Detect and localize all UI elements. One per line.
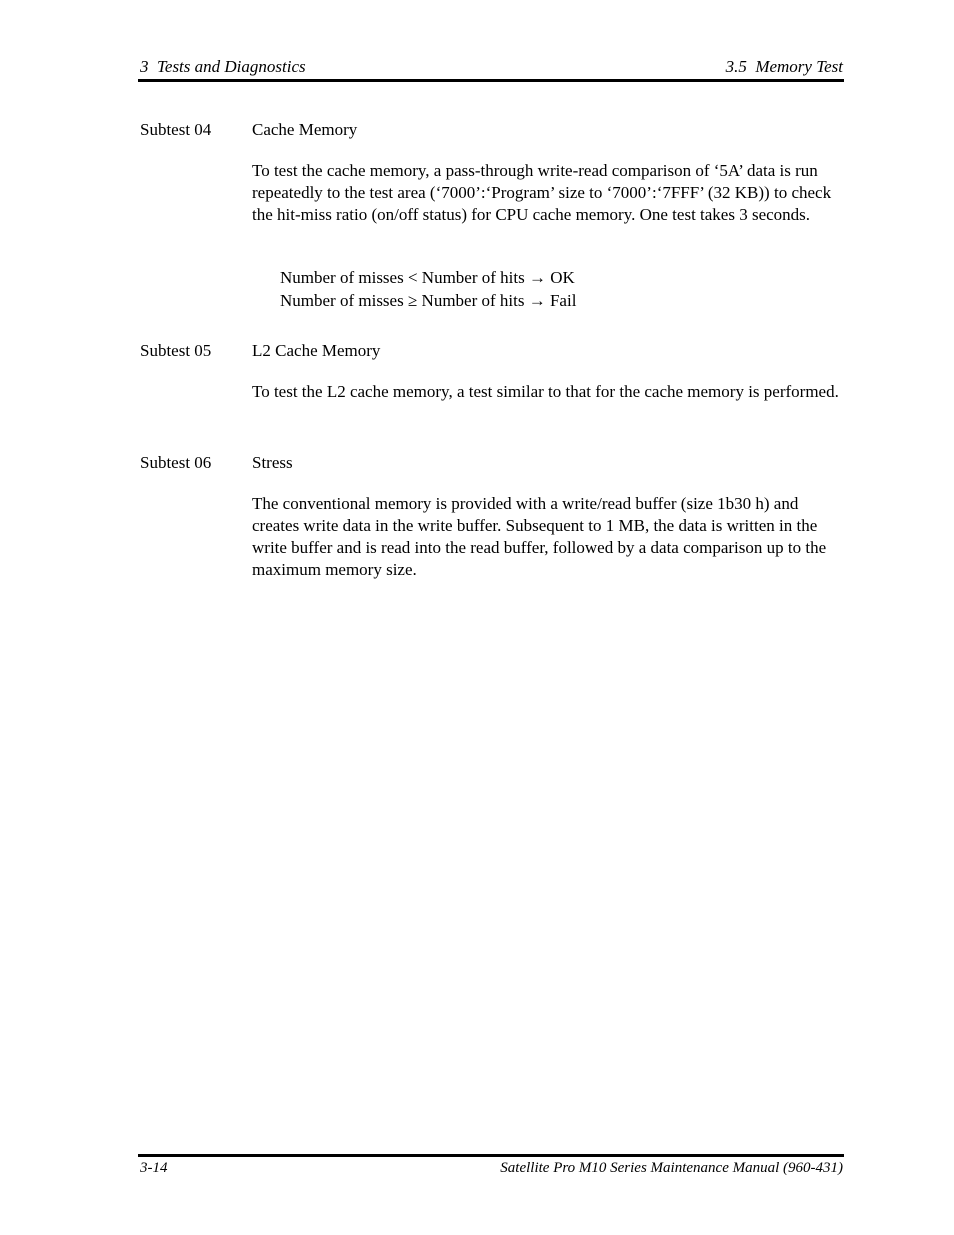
subtest-description: The conventional memory is provided with a write/read buffer (size 1b30 h) and creates write data in the write buffer. Subsequent to 1 MB, the data is written in the write buffer and is read into the read buffer, followed by a data comparison up to the maximum memory size. [252,494,827,579]
manual-title: Satellite Pro M10 Series Maintenance Manual (960-431) [500,1160,843,1176]
subtest-id: Subtest 06 [140,453,212,472]
header-section: 3.5 Memory Test [725,57,843,76]
condition-fail: Number of misses ≥ Number of hits → Fail [280,291,577,310]
header-rule [138,79,844,82]
subtest-id: Subtest 04 [140,120,212,139]
subtest-title: L2 Cache Memory [252,341,381,360]
subtest-description: To test the L2 cache memory, a test similar to that for the cache memory is performed. [252,382,839,401]
page-header [140,57,843,79]
page-footer [140,1160,843,1182]
subtest-title: Cache Memory [252,120,358,139]
header-chapter: 3 Tests and Diagnostics [140,57,306,76]
subtest-id: Subtest 05 [140,341,212,360]
page-number: 3-14 [140,1160,168,1176]
subtest-title: Stress [252,453,293,472]
subtest-description: To test the cache memory, a pass-through write-read comparison of ‘5A’ data is run repeatedly to the test area (‘7000’:‘Program’ size to ‘7000’:‘7FFF’ (32 KB)) to check the hit-miss ratio (on/off status) for CPU cache memory. One test takes 3 seconds. [252,161,832,224]
condition-ok: Number of misses < Number of hits → OK [280,268,575,287]
footer-rule [138,1154,844,1157]
